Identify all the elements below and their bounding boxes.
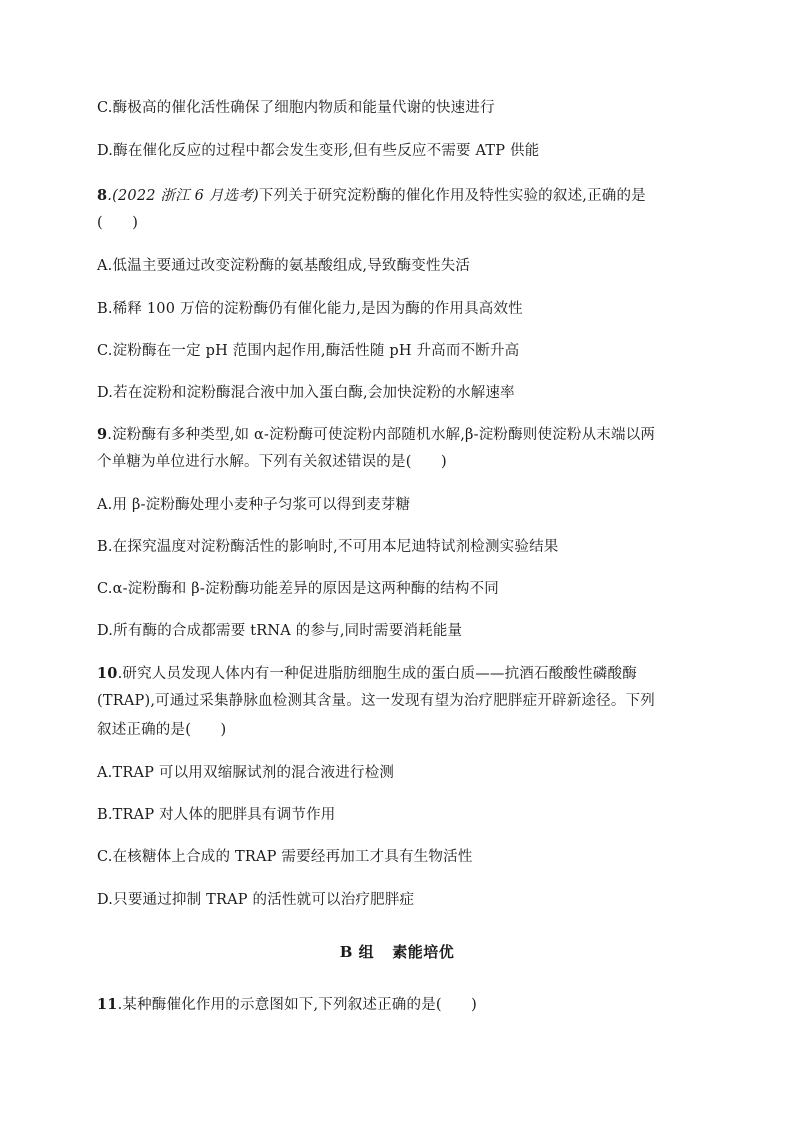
group-b-label: B 组 [339,943,375,961]
q10-option-a: A.TRAP 可以用双缩脲试剂的混合液进行检测 [97,765,395,781]
q10-stem-line3: 叙述正确的是( ) [97,722,227,738]
q10-option-d: D.只要通过抑制 TRAP 的活性就可以治疗肥胖症 [97,892,415,908]
group-b-heading [0,942,794,962]
q8-option-b: B.稀释 100 万倍的淀粉酶仍有催化能力,是因为酶的作用具高效性 [97,301,523,317]
group-b-subtitle: 素能培优 [392,943,455,961]
q8-option-c: C.淀粉酶在一定 pH 范围内起作用,酶活性随 pH 升高而不断升高 [97,343,520,359]
q8-number: 8 [97,187,108,204]
q8-stem [97,186,717,206]
q9-option-c: C.α-淀粉酶和 β-淀粉酶功能差异的原因是这两种酶的结构不同 [97,581,499,597]
q9-stem-line1 [97,425,717,445]
q10-option-c: C.在核糖体上合成的 TRAP 需要经再加工才具有生物活性 [97,849,473,865]
q10-option-b: B.TRAP 对人体的肥胖具有调节作用 [97,807,336,823]
q9-stem-line2: 个单糖为单位进行水解。下列有关叙述错误的是( ) [97,454,447,470]
q9-option-b: B.在探究温度对淀粉酶活性的影响时,不可用本尼迪特试剂检测实验结果 [97,539,559,555]
q10-stem-line2: (TRAP),可通过采集静脉血检测其含量。这一发现有望为治疗肥胖症开辟新途径。下列 [97,693,655,709]
q9-stem-text: .淀粉酶有多种类型,如 α-淀粉酶可使淀粉内部随机水解,β-淀粉酶则使淀粉从末端以两 [107,427,656,443]
q9-option-d: D.所有酶的合成都需要 tRNA 的参与,同时需要消耗能量 [97,623,463,639]
q8-answer-blank: ( ) [97,215,139,231]
q7-option-c: C.酶极高的催化活性确保了细胞内物质和能量代谢的快速进行 [97,100,495,116]
q11-number: 11 [97,996,118,1013]
q8-stem-text: 下列关于研究淀粉酶的催化作用及特性实验的叙述,正确的是 [258,188,646,204]
q10-stem-line1 [97,664,717,684]
q10-stem-text: .研究人员发现人体内有一种促进脂肪细胞生成的蛋白质——抗酒石酸酸性磷酸酶 [117,666,637,682]
q8-option-d: D.若在淀粉和淀粉酶混合液中加入蛋白酶,会加快淀粉的水解速率 [97,385,515,401]
q7-option-d: D.酶在催化反应的过程中都会发生变形,但有些反应不需要 ATP 供能 [97,143,540,159]
q9-option-a: A.用 β-淀粉酶处理小麦种子匀浆可以得到麦芽糖 [97,497,411,513]
q10-number: 10 [97,665,118,682]
q11-stem-text: .某种酶催化作用的示意图如下,下列叙述正确的是( ) [117,997,478,1013]
q8-source: .(2022 浙江 6 月选考) [107,188,259,204]
q9-number: 9 [97,426,108,443]
q8-option-a: A.低温主要通过改变淀粉酶的氨基酸组成,导致酶变性失活 [97,258,471,274]
q11-stem [97,995,717,1015]
